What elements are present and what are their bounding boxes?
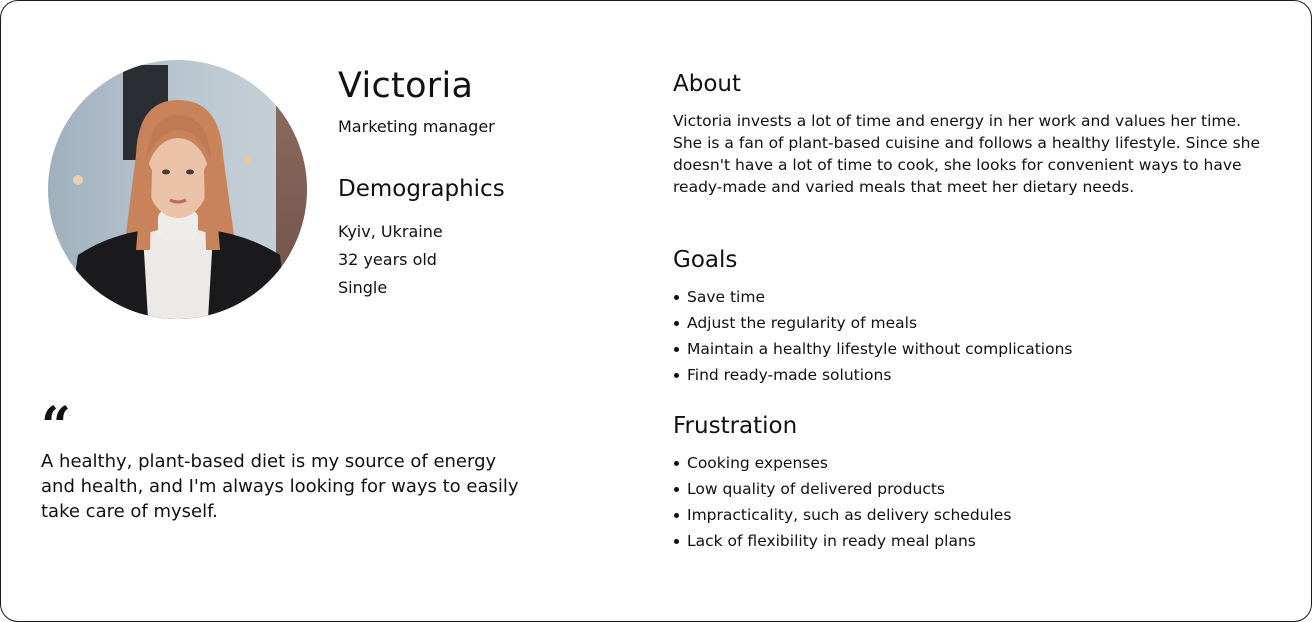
frustration-item: Lack of flexibility in ready meal plans [673, 531, 1011, 557]
about-text: Victoria invests a lot of time and energy in her work and values her time. She is a fan of plant-based cuisine and follows a healthy lifestyle. Since she doesn't have a lot of time to cook, she looks for convenient ways to have ready-made and varied meals that meet her dietary needs. [673, 112, 1261, 196]
frustration-item: Low quality of delivered products [673, 479, 1011, 505]
goals-list [673, 287, 1072, 391]
quote-mark-icon: “ [41, 396, 71, 457]
goal-item: Adjust the regularity of meals [673, 313, 1072, 339]
goal-item: Maintain a healthy lifestyle without complications [673, 339, 1072, 365]
persona-name: Victoria [338, 66, 474, 106]
persona-role: Marketing manager [338, 117, 495, 136]
frustration-item: Cooking expenses [673, 453, 1011, 479]
goal-item: Find ready-made solutions [673, 365, 1072, 391]
frustration-list [673, 453, 1011, 557]
demographics-list [338, 222, 443, 306]
demographics-age: 32 years old [338, 250, 437, 269]
about-title: About [673, 71, 742, 97]
demographics-location: Kyiv, Ukraine [338, 222, 443, 241]
frustration-item: Impracticality, such as delivery schedules [673, 505, 1011, 531]
persona-photo [48, 60, 307, 319]
demographics-title: Demographics [338, 176, 505, 202]
frustration-title: Frustration [673, 413, 798, 439]
persona-quote: A healthy, plant-based diet is my source of energy and health, and I'm always looking for ways to easily take care of myself. [41, 451, 519, 522]
goals-title: Goals [673, 247, 738, 273]
demographics-status: Single [338, 278, 388, 297]
goal-item: Save time [673, 287, 1072, 313]
